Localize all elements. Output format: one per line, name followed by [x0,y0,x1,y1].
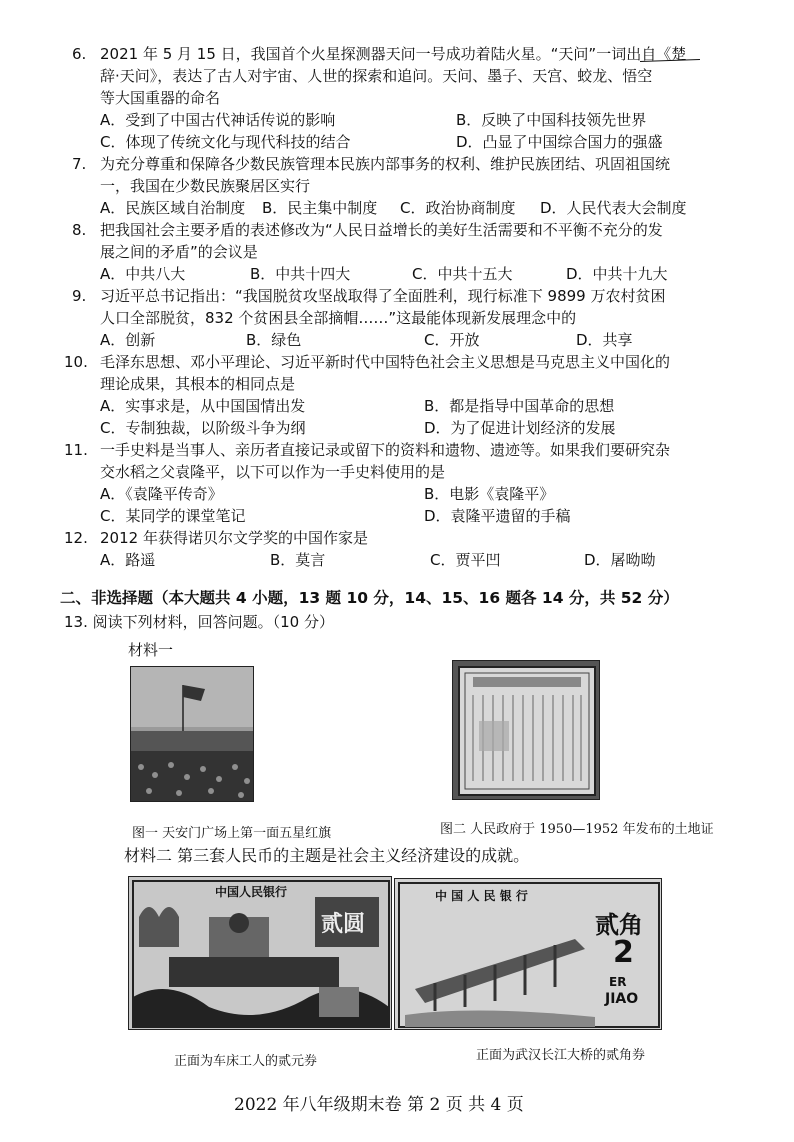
note1-value: 贰圆 [321,912,366,937]
q9-option-b: B．绿色 [246,331,302,349]
q11-option-a: A．《袁隆平传奇》 [100,485,223,503]
q9-line1 [72,286,666,306]
figure1-caption: 图一 天安门广场上第一面五星红旗 [132,826,332,841]
figure2-photo [452,660,600,800]
q11-option-d: D．袁隆平遗留的手稿 [424,507,571,525]
q7-line2: 一，我国在少数民族聚居区实行 [100,177,311,195]
banknote-2-jiao [394,878,662,1030]
q8-line2: 展之间的矛盾”的会议是 [100,243,258,261]
note2-digit: 2 [613,935,634,970]
q8-option-d: D．中共十九大 [566,265,668,283]
q12-text1: 2012 年获得诺贝尔文学奖的中国作家是 [100,529,368,547]
q12-num: 12. [64,529,88,547]
q10-option-b: B．都是指导中国革命的思想 [424,397,615,415]
q8-option-b: B．中共十四大 [250,265,351,283]
material2-text: 材料二 第三套人民币的主题是社会主义经济建设的成就。 [124,846,530,865]
q12-option-a: A．路遥 [100,551,156,569]
q6-option-c: C．体现了传统文化与现代科技的结合 [100,133,351,151]
q12-option-d: D．屠呦呦 [584,551,656,569]
page-footer: 2022 年八年级期末卷 第 2 页 共 4 页 [234,1095,524,1115]
q9-num: 9. [72,287,87,305]
q12-line1 [64,528,368,548]
q12-option-b: B．莫言 [270,551,326,569]
q7-option-b: B．民主集中制度 [262,199,378,217]
q9-option-a: A．创新 [100,331,156,349]
q6-option-a: A．受到了中国古代神话传说的影响 [100,111,336,129]
q6-line2: 辞·天问》，表达了古人对宇宙、人世的探索和追问。天问、墨子、天宫、蛟龙、悟空 [100,67,653,85]
figure1-photo [130,666,254,802]
q6-text1: 2021 年 5 月 15 日，我国首个火星探测器天问一号成功着陆火星。“天问”一词出自《楚 [100,45,687,63]
q11-option-b: B．电影《袁隆平》 [424,485,555,503]
q10-line2: 理论成果，其根本的相同点是 [100,375,296,393]
q13-prompt: 13. 阅读下列材料，回答问题。（10 分） [64,613,334,631]
q10-text1: 毛泽东思想、邓小平理论、习近平新时代中国特色社会主义思想是马克思主义中国化的 [100,353,671,371]
figure2-caption: 图二 人民政府于 1950—1952 年发布的土地证 [440,822,714,837]
material1-label: 材料一 [128,641,174,659]
q10-num: 10. [64,353,88,371]
q6-option-d: D．凸显了中国综合国力的强盛 [456,133,663,151]
land-certificate-image [453,661,600,800]
note2-pinyin-jiao: JIAO [605,991,639,1007]
section2-heading: 二、非选择题（本大题共 4 小题，13 题 10 分，14、15、16 题各 14 分，共 52 分） [60,589,679,607]
note2-pinyin-er: ER [609,975,627,989]
q7-text1: 为充分尊重和保障各少数民族管理本民族内部事务的权利、维护民族团结、巩固祖国统 [100,155,671,173]
q9-line2: 人口全部脱贫，832 个贫困县全部摘帽……”这最能体现新发展理念中的 [100,309,577,327]
q7-line1 [72,154,670,174]
q11-num: 11. [64,441,88,459]
q9-option-c: C．开放 [424,331,480,349]
q7-option-a: A．民族区域自治制度 [100,199,246,217]
q11-text1: 一手史料是当事人、亲历者直接记录或留下的资料和遗物、遗迹等。如果我们要研究杂 [100,441,671,459]
q6-option-b: B．反映了中国科技领先世界 [456,111,647,129]
q6-line1 [72,44,686,64]
q8-line1 [72,220,663,240]
q10-option-d: D．为了促进计划经济的发展 [424,419,616,437]
note2-value: 贰角 [595,911,643,939]
note2-bank-name: 中 国 人 民 银 行 [435,889,528,903]
q6-num: 6. [72,45,87,63]
q10-line1 [64,352,670,372]
q12-option-c: C．贾平凹 [430,551,501,569]
banknote2-caption: 正面为武汉长江大桥的贰角券 [476,1048,646,1063]
q10-option-a: A．实事求是，从中国国情出发 [100,397,306,415]
note1-bank-name: 中国人民银行 [215,885,288,899]
q8-option-c: C．中共十五大 [412,265,513,283]
q7-option-d: D．人民代表大会制度 [540,199,687,217]
q8-option-a: A．中共八大 [100,265,186,283]
q11-option-c: C．某同学的课堂笔记 [100,507,246,525]
q8-text1: 把我国社会主要矛盾的表述修改为“人民日益增长的美好生活需要和不平衡不充分的发 [100,221,663,239]
q7-num: 7. [72,155,87,173]
q11-line2: 交水稻之父袁隆平，以下可以作为一手史料使用的是 [100,463,446,481]
q10-option-c: C．专制独裁，以阶级斗争为纲 [100,419,306,437]
q9-text1: 习近平总书记指出：“我国脱贫攻坚战取得了全面胜利，现行标准下 9899 万农村贫困 [100,287,666,305]
q8-num: 8. [72,221,87,239]
tiananmen-flag-image [131,667,254,802]
q11-line1 [64,440,670,460]
banknote-2-yuan [128,876,392,1030]
banknote1-caption: 正面为车床工人的贰元券 [174,1054,318,1069]
q7-option-c: C．政治协商制度 [400,199,516,217]
q9-option-d: D．共享 [576,331,633,349]
q6-line3: 等大国重器的命名 [100,89,221,107]
